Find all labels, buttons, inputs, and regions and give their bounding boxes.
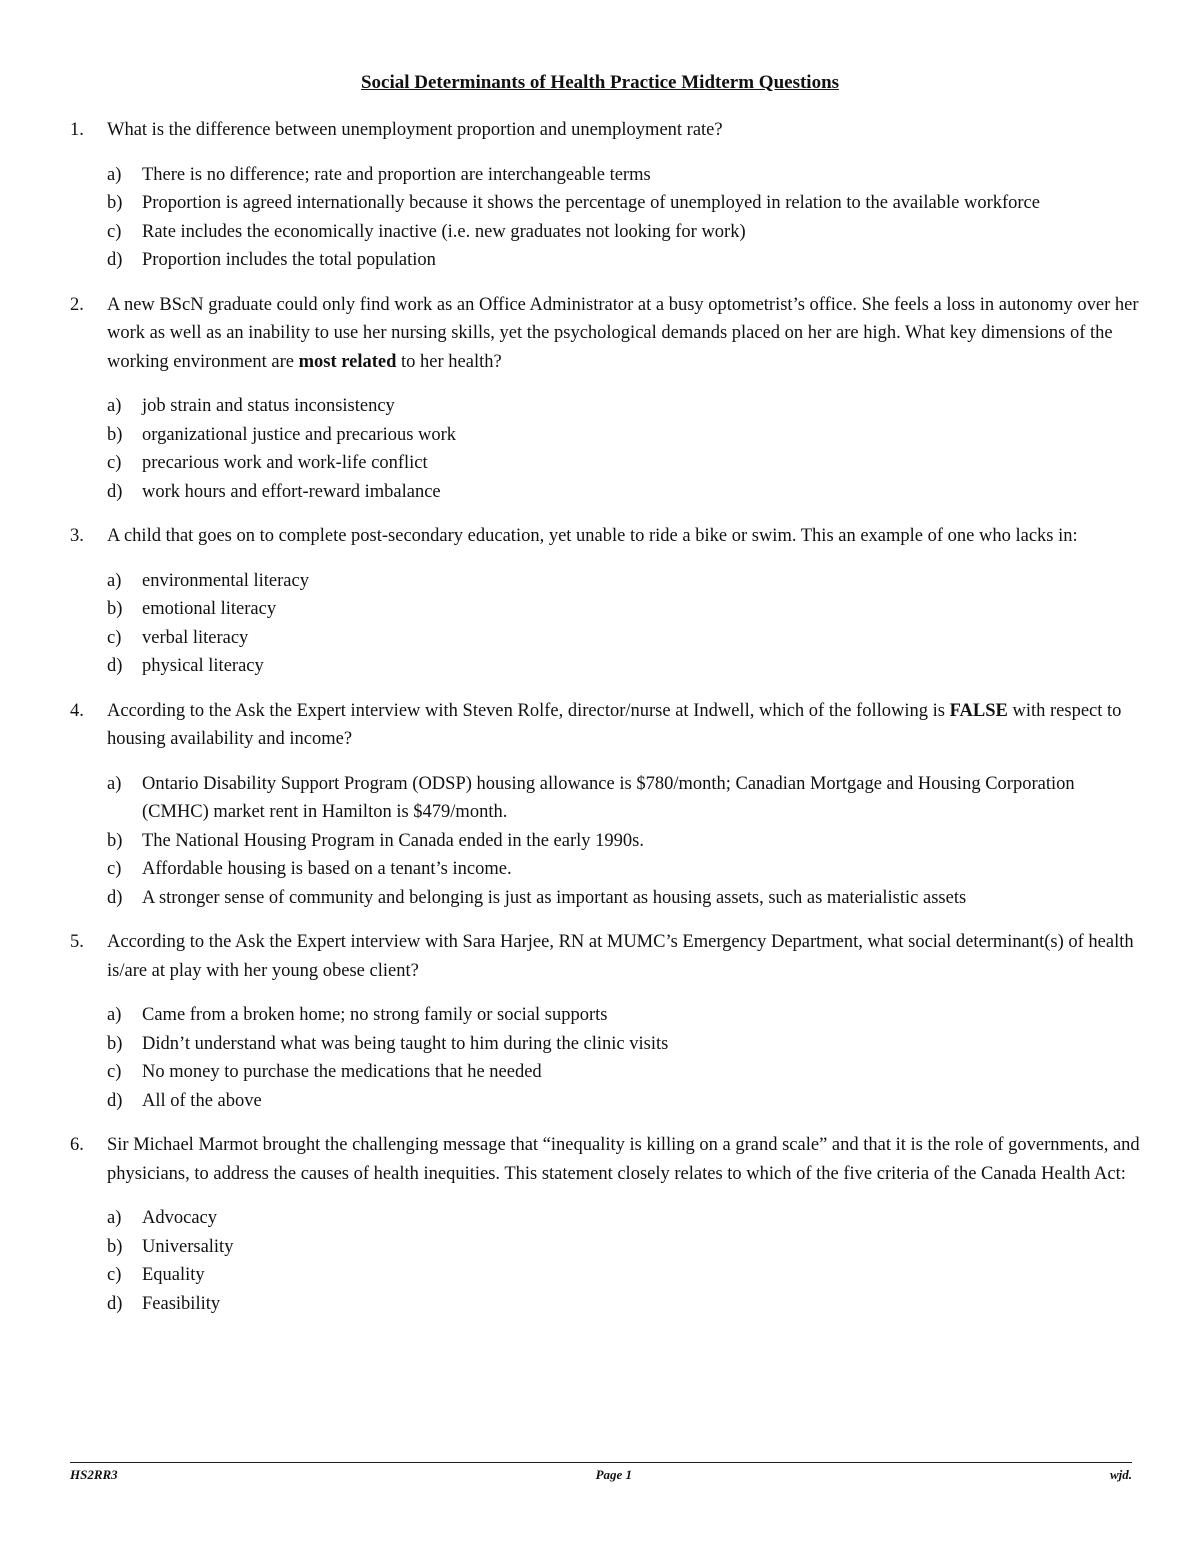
answer-option	[107, 595, 1140, 624]
option-letter: a)	[107, 1208, 122, 1228]
option-letter: d)	[107, 481, 123, 502]
option-text: work hours and effort-reward imbalance	[142, 481, 441, 502]
option-text: All of the above	[142, 1090, 262, 1111]
question-stem	[70, 697, 1140, 754]
option-letter: b)	[107, 830, 123, 851]
option-text: No money to purchase the medications that he needed	[142, 1062, 542, 1082]
question-3	[70, 522, 1140, 681]
answer-option	[107, 1058, 1140, 1087]
option-text: Advocacy	[142, 1208, 217, 1228]
option-text: Came from a broken home; no strong family or social supports	[142, 1005, 608, 1025]
page-title: Social Determinants of Health Practice Midterm Questions	[360, 72, 840, 93]
answer-option	[107, 855, 1140, 884]
answer-option	[107, 1001, 1140, 1030]
footer-divider	[70, 1462, 1132, 1463]
question-5	[70, 928, 1140, 1115]
question-text: What is the difference between unemployment proportion and unemployment rate?	[107, 120, 723, 140]
option-letter: c)	[107, 1265, 122, 1285]
option-text: There is no difference; rate and proportion are interchangeable terms	[142, 164, 651, 185]
page-footer	[70, 1467, 1132, 1483]
option-text: Ontario Disability Support Program (ODSP) housing allowance is $780/month; Canadian Mortgage and Housing Corporation (CMHC) market rent in Hamilton is $479/month.	[142, 773, 1075, 822]
answer-option	[107, 1290, 1140, 1319]
option-letter: d)	[107, 1090, 123, 1111]
answer-option	[107, 770, 1140, 827]
footer-initials: wjd.	[1109, 1467, 1132, 1482]
answer-option	[107, 246, 1140, 275]
answer-option	[107, 827, 1140, 856]
answer-option	[107, 392, 1140, 421]
answer-option	[107, 884, 1140, 913]
option-text: Proportion includes the total population	[142, 250, 436, 270]
question-text-before: According to the Ask the Expert interview with Steven Rolfe, director/nurse at Indwell, which of the following is	[107, 700, 950, 721]
option-letter: a)	[107, 164, 122, 185]
option-text: Equality	[142, 1265, 205, 1285]
option-letter: c)	[107, 453, 122, 473]
question-text-after: to her health?	[396, 351, 502, 372]
answer-option	[107, 624, 1140, 653]
option-letter: d)	[107, 1293, 123, 1314]
option-text: Proportion is agreed internationally because it shows the percentage of unemployed in relation to the available workforce	[142, 193, 1040, 213]
answer-options	[107, 392, 1140, 506]
option-letter: d)	[107, 887, 123, 908]
option-text: A stronger sense of community and belonging is just as important as housing assets, such as materialistic assets	[142, 887, 967, 908]
question-stem	[70, 291, 1140, 377]
answer-option	[107, 652, 1140, 681]
answer-option	[107, 567, 1140, 596]
footer-course-code: HS2RR3	[70, 1467, 118, 1482]
question-text: Sir Michael Marmot brought the challenging message that “inequality is killing on a grand scale” and that it is the role of governments, and physicians, to address the causes of health inequities. This statement closely relates to which of the five criteria of the Canada Health Act:	[107, 1135, 1140, 1184]
answer-options	[107, 1001, 1140, 1115]
question-number: 2.	[70, 294, 84, 315]
option-letter: d)	[107, 656, 123, 676]
question-stem	[70, 116, 1140, 145]
question-number: 4.	[70, 700, 84, 721]
option-letter: b)	[107, 424, 123, 445]
option-letter: b)	[107, 599, 123, 619]
option-letter: c)	[107, 221, 122, 242]
option-text: verbal literacy	[142, 627, 249, 648]
question-text	[107, 697, 1140, 754]
option-letter: c)	[107, 1062, 122, 1082]
answer-options	[107, 567, 1140, 681]
option-letter: a)	[107, 570, 122, 591]
answer-options	[107, 770, 1140, 913]
option-text: emotional literacy	[142, 599, 277, 619]
option-letter: c)	[107, 859, 122, 879]
question-stem	[70, 1131, 1140, 1188]
question-text: A child that goes on to complete post-secondary education, yet unable to ride a bike or swim. This an example of one who lacks in:	[107, 526, 1078, 546]
option-text: precarious work and work-life conflict	[142, 453, 428, 473]
question-4	[70, 697, 1140, 913]
question-stem	[70, 522, 1140, 551]
option-letter: a)	[107, 396, 122, 416]
question-text-emphasis: most related	[298, 351, 397, 372]
option-letter: d)	[107, 250, 123, 270]
question-stem	[70, 928, 1140, 985]
question-text-emphasis: FALSE	[949, 700, 1008, 721]
answer-option	[107, 478, 1140, 507]
answer-option	[107, 218, 1140, 247]
answer-option	[107, 161, 1140, 190]
option-text: physical literacy	[142, 656, 264, 676]
footer-page-number: Page 1	[595, 1467, 633, 1482]
question-2	[70, 291, 1140, 507]
answer-option	[107, 449, 1140, 478]
option-text: Feasibility	[142, 1293, 221, 1314]
option-letter: b)	[107, 1236, 123, 1257]
answer-options	[107, 161, 1140, 275]
option-letter: b)	[107, 193, 123, 213]
question-list	[70, 116, 1140, 1334]
answer-option	[107, 189, 1140, 218]
question-text	[107, 291, 1140, 377]
option-text: environmental literacy	[142, 570, 309, 591]
question-number: 5.	[70, 932, 84, 952]
option-letter: a)	[107, 1005, 122, 1025]
option-letter: c)	[107, 627, 122, 648]
option-letter: b)	[107, 1033, 123, 1054]
question-number: 6.	[70, 1135, 84, 1155]
question-1	[70, 116, 1140, 275]
question-6	[70, 1131, 1140, 1318]
answer-option	[107, 1087, 1140, 1116]
option-text: Affordable housing is based on a tenant’s income.	[142, 859, 512, 879]
question-text: According to the Ask the Expert interview with Sara Harjee, RN at MUMC’s Emergency Department, what social determinant(s) of health is/are at play with her young obese client?	[107, 932, 1134, 981]
option-letter: a)	[107, 773, 122, 794]
answer-options	[107, 1204, 1140, 1318]
question-text-before: A new BScN graduate could only find work as an Office Administrator at a busy optometrist’s office. She feels a loss in autonomy over her work as well as an inability to use her nursing skills, yet the psychological demands placed on her are high. What key dimensions of the working environment are	[107, 294, 1139, 372]
option-text: Didn’t understand what was being taught to him during the clinic visits	[142, 1033, 669, 1054]
answer-option	[107, 1204, 1140, 1233]
option-text: Universality	[142, 1236, 234, 1257]
answer-option	[107, 1261, 1140, 1290]
answer-option	[107, 1233, 1140, 1262]
option-text: Rate includes the economically inactive (i.e. new graduates not looking for work)	[142, 221, 746, 242]
option-text: job strain and status inconsistency	[142, 396, 395, 416]
question-text-after: with respect to housing availability and income?	[107, 700, 1122, 749]
question-number: 3.	[70, 526, 84, 546]
question-number: 1.	[70, 120, 84, 140]
answer-option	[107, 1030, 1140, 1059]
answer-option	[107, 421, 1140, 450]
option-text: organizational justice and precarious work	[142, 424, 457, 445]
option-text: The National Housing Program in Canada ended in the early 1990s.	[142, 830, 644, 851]
